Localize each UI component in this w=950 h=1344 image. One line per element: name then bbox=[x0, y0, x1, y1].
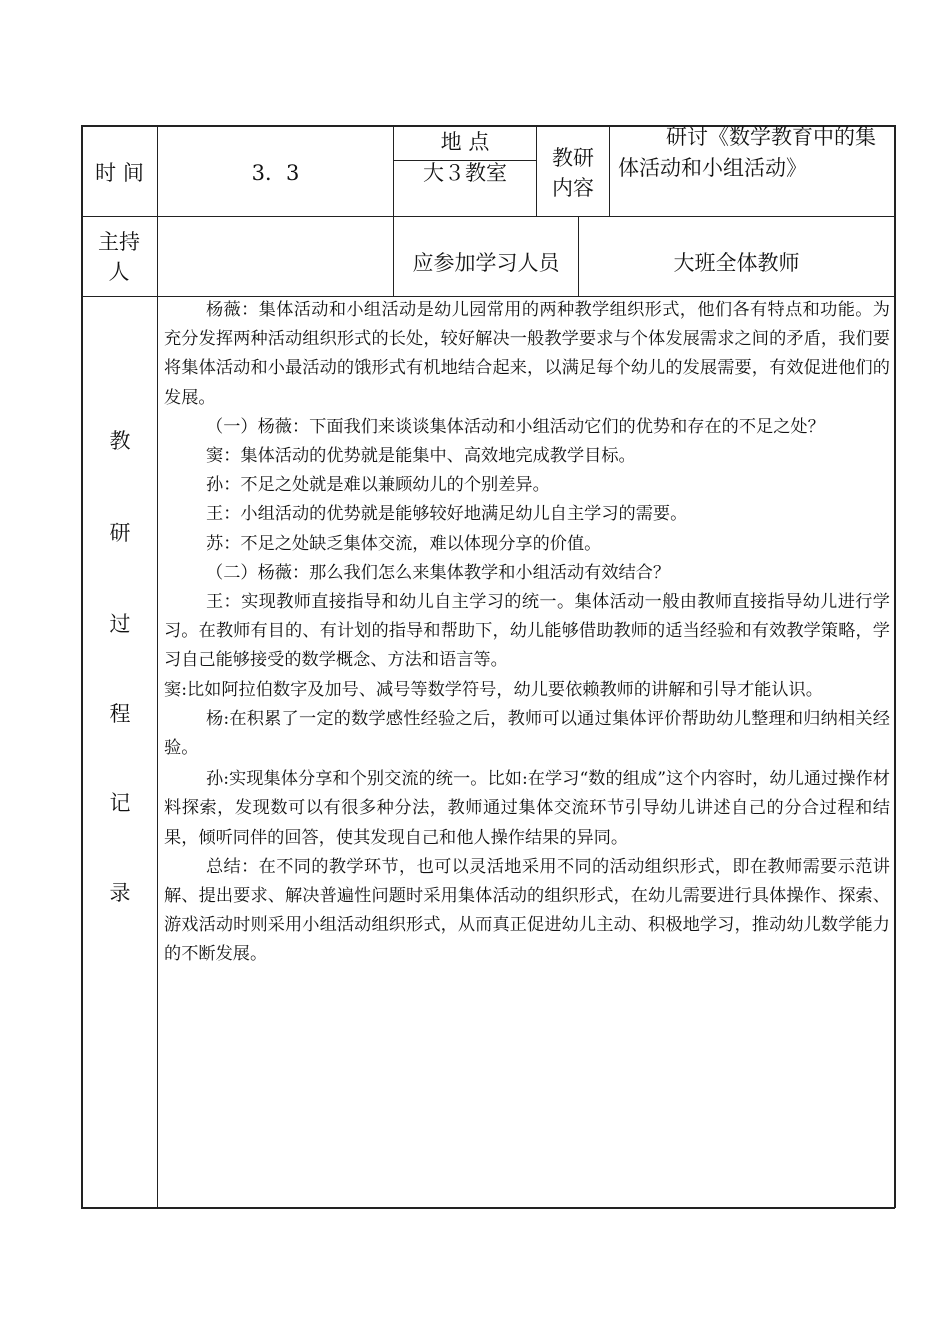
table-border-bottom bbox=[81, 1207, 895, 1209]
record-label-char-6: 录 bbox=[109, 881, 131, 905]
record-label-char-2: 研 bbox=[109, 521, 131, 545]
record-paragraph-11: 孙:实现集体分享和个别交流的统一。比如:在学习“数的组成”这个内容时，幼儿通过操作材料探索，发现数可以有很多种分法，教师通过集体交流环节引导幼儿讲述自己的分合过程和结果，倾听同伴的回答，使其发现自己和他人操作结果的异同。 bbox=[164, 769, 890, 848]
record-paragraph-12: 总结：在不同的教学环节，也可以灵活地采用不同的活动组织形式，即在教师需要示范讲解、提出要求、解决普遍性问题时采用集体活动的组织形式，在幼儿需要进行具体操作、探索、游戏活动时则采用小组活动组织形式，从而真正促进幼儿主动、积极地学习，推动幼儿数学能力的不断发展。 bbox=[164, 856, 890, 965]
location-value: 大３教室 bbox=[423, 161, 507, 185]
topic-label: 教研内容 bbox=[552, 146, 594, 200]
row1-divider-topic-value bbox=[609, 125, 610, 217]
participants-value: 大班全体教师 bbox=[673, 251, 800, 275]
record-paragraph-1: 杨薇：集体活动和小组活动是幼儿园常用的两种教学组织形式，他们各有特点和功能。为充分发挥两种活动组织形式的长处，较好解决一般教学要求与个体发展需求之间的矛盾，我们要将集体活动和小最活动的饿形式有机地结合起来，以满足每个幼儿的发展需要，有效促进他们的发展。 bbox=[164, 300, 890, 408]
topic-value: 研讨《数学教育中的集体活动和小组活动》 bbox=[618, 125, 876, 180]
record-paragraph-10: 杨:在积累了一定的数学感性经验之后，教师可以通过集体评价帮助幼儿整理和归纳相关经验。 bbox=[164, 708, 890, 759]
record-paragraph-3: 窦：集体活动的优势就是能集中、高效地完成教学目标。 bbox=[206, 446, 636, 467]
record-paragraph-7: （二）杨薇：那么我们怎么来集体教学和小组活动有效结合？ bbox=[206, 562, 671, 583]
table-border-right bbox=[894, 125, 896, 1208]
record-paragraph-6: 苏：不足之处缺乏集体交流，难以体现分享的价值。 bbox=[206, 533, 602, 554]
row1-divider-topic-label bbox=[536, 125, 537, 217]
record-label-char-1: 教 bbox=[109, 429, 131, 453]
table-border-left bbox=[81, 125, 83, 1208]
row-divider-1 bbox=[81, 216, 895, 217]
participants-label: 应参加学习人员 bbox=[412, 251, 560, 275]
record-paragraph-4: 孙：不足之处就是难以兼顾幼儿的个别差异。 bbox=[206, 475, 550, 496]
record-label-char-3: 过 bbox=[109, 612, 131, 636]
record-label-char-4: 程 bbox=[109, 702, 131, 726]
record-paragraph-9: 窦:比如阿拉伯数字及加号、减号等数学符号，幼儿要依赖教师的讲解和引导才能认识。 bbox=[164, 679, 823, 700]
time-label: 时 间 bbox=[95, 161, 144, 185]
label-column-divider bbox=[157, 125, 158, 1208]
record-paragraph-5: 王：小组活动的优势就是能够较好地满足幼儿自主学习的需要。 bbox=[206, 504, 688, 525]
location-label: 地 点 bbox=[440, 130, 490, 154]
host-label: 主持人 bbox=[98, 230, 140, 284]
meeting-record bbox=[164, 296, 890, 970]
record-paragraph-8: 王：实现教师直接指导和幼儿自主学习的统一。集体活动一般由教师直接指导幼儿进行学习。在教师有目的、有计划的指导和帮助下，幼儿能够借助教师的适当经验和有效教学策略，学习自己能够接受的数学概念、方法和语言等。 bbox=[164, 592, 890, 671]
record-label-char-5: 记 bbox=[109, 791, 131, 815]
time-value: 3．3 bbox=[251, 161, 300, 185]
record-paragraph-2: （一）杨薇：下面我们来谈谈集体活动和小组活动它们的优势和存在的不足之处？ bbox=[206, 416, 825, 437]
